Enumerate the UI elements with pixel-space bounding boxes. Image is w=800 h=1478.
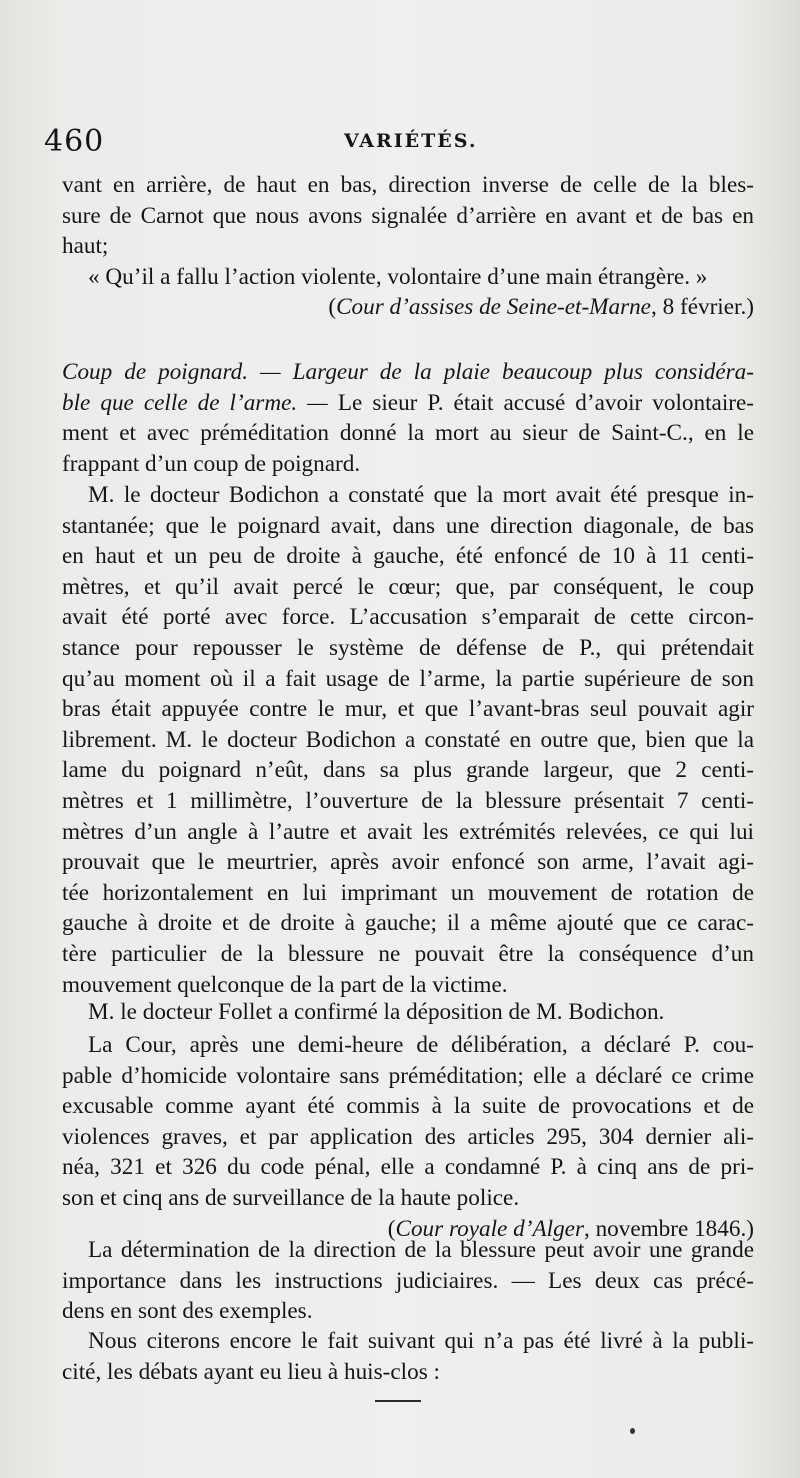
page-number: 460 <box>44 124 105 159</box>
citation: (Cour royale d’Alger, novembre 1846.) <box>387 1215 754 1242</box>
ink-spot <box>630 1428 635 1434</box>
text-line: bras était appuyée contre le mur, et que l’avant-bras seul pouvait agir <box>62 696 754 723</box>
text-line: violences graves, et par application des articles 295, 304 dernier ali- <box>62 1123 754 1150</box>
text-line: stantanée; que le poignard avait, dans une direction diagonale, de bas <box>62 512 754 539</box>
text-line: sure de Carnot que nous avons signalée d’arrière en avant et de bas en <box>62 202 754 229</box>
text-line: avait été porté avec force. L’accusation s’emparait de cette circon- <box>62 604 754 631</box>
paragraph-5 <box>62 1030 754 1244</box>
paragraph-6 <box>62 1235 754 1327</box>
text-line: mètres d’un angle à l’autre et avait les extrémités relevées, ce qui lui <box>62 818 754 845</box>
text-line: mètres et 1 millimètre, l’ouverture de la blessure présentait 7 centi- <box>62 787 754 814</box>
text-line: dens en sont des exemples. <box>62 1298 313 1325</box>
text-line: haut; <box>62 233 109 260</box>
text-line: stance pour repousser le système de défense de P., qui prétendait <box>62 634 754 661</box>
text-line: librement. M. le docteur Bodichon a constaté en outre que, bien que la <box>62 726 754 753</box>
text-line: tère particulier de la blessure ne pouvait être la conséquence d’un <box>62 940 754 967</box>
text-line: La détermination de la direction de la blessure peut avoir une grande <box>88 1237 754 1263</box>
text-line: Nous citerons encore le fait suivant qui n’a pas été livré à la publi- <box>88 1328 754 1354</box>
paragraph-7 <box>62 1326 754 1387</box>
citation: (Cour d’assises de Seine-et-Marne, 8 février.) <box>328 294 754 321</box>
text-line: frappant d’un coup de poignard. <box>62 450 361 477</box>
page-header <box>44 118 749 162</box>
text-line: lame du poignard n’eût, dans sa plus grande largeur, que 2 centi- <box>62 757 754 784</box>
closing-rule <box>375 1400 421 1402</box>
text-line: vant en arrière, de haut en bas, direction inverse de celle de la bles- <box>62 172 754 198</box>
text-line: gauche à droite et de droite à gauche; il a même ajouté que ce carac- <box>62 910 754 937</box>
text-line: ble que celle de l’arme. — Le sieur P. était accusé d’avoir volontaire- <box>62 389 755 416</box>
text-line: importance dans les instructions judiciaires. — Les deux cas précé- <box>62 1267 754 1294</box>
paragraph-1 <box>62 170 754 323</box>
text-line: pable d’homicide volontaire sans préméditation; elle a déclaré ce crime <box>62 1062 754 1089</box>
text-line: néa, 321 et 326 du code pénal, elle a condamné P. à cinq ans de pri- <box>62 1154 754 1181</box>
text-line: ment et avec préméditation donné la mort au sieur de Saint-C., en le <box>62 420 754 447</box>
quote-line: « Qu’il a fallu l’action violente, volontaire d’une main étrangère. » <box>88 263 708 290</box>
text-line: mouvement quelconque de la part de la victime. <box>62 971 508 998</box>
text-line: qu’au moment où il a fait usage de l’arme, la partie supérieure de son <box>62 665 754 692</box>
text-line: M. le docteur Follet a confirmé la déposition de M. Bodichon. <box>88 999 665 1025</box>
running-head: VARIÉTÉS. <box>344 130 478 152</box>
section-heading-line: Coup de poignard. — Largeur de la plaie beaucoup plus considéra- <box>62 359 754 385</box>
text-line: mètres, et qu’il avait percé le cœur; que, par conséquent, le coup <box>62 573 754 600</box>
text-line: tée horizontalement en lui imprimant un mouvement de rotation de <box>62 879 754 906</box>
paragraph-4 <box>62 997 754 1028</box>
paragraph-3 <box>62 480 754 1000</box>
paragraph-2 <box>62 357 754 479</box>
text-line: son et cinq ans de surveillance de la haute police. <box>62 1184 520 1211</box>
text-line: excusable comme ayant été commis à la suite de provocations et de <box>62 1093 754 1120</box>
text-line: prouvait que le meurtrier, après avoir enfoncé son arme, l’avait agi- <box>62 849 754 876</box>
text-line: La Cour, après une demi-heure de délibération, a déclaré P. cou- <box>88 1032 754 1058</box>
text-line: cité, les débats ayant eu lieu à huis-clos : <box>62 1358 440 1385</box>
text-line: M. le docteur Bodichon a constaté que la mort avait été presque in- <box>88 482 754 508</box>
text-line: en haut et un peu de droite à gauche, été enfoncé de 10 à 11 centi- <box>62 543 754 570</box>
